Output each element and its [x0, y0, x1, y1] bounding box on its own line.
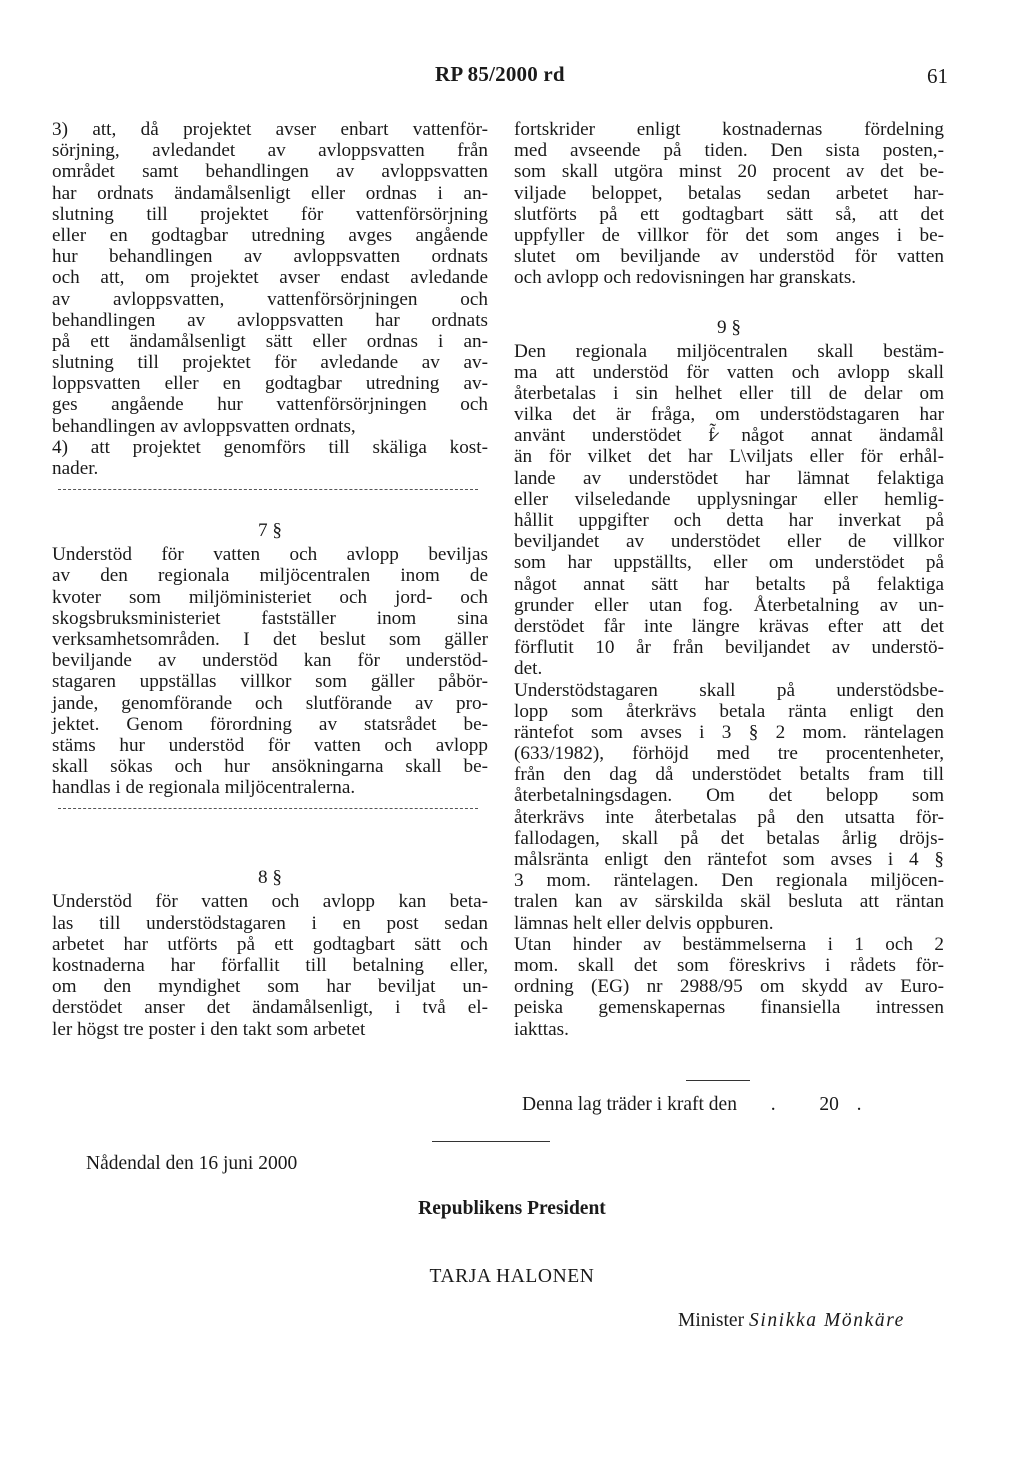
- text-line: 3) att, då projektet avser enbart vattenför-: [52, 119, 488, 140]
- text-line: (633/1982), förhöjd med tre procentenheter,: [514, 743, 944, 765]
- text-line: beviljande av understöd kan för understöd-: [52, 650, 488, 672]
- right-column: [514, 119, 944, 1040]
- text-line: Den regionala miljöcentralen skall bestäm-: [514, 340, 944, 362]
- text-line: på ett ändamålsenligt sätt eller ordnas i an-: [52, 330, 488, 352]
- page-header: [0, 62, 1024, 92]
- text-line: området samt behandlingen av avloppsvatten: [52, 161, 488, 183]
- text-line: iakttas.: [514, 1018, 569, 1040]
- text-line: stagaren uppställas villkor som gäller påbör-: [52, 671, 488, 693]
- text-line: ges angående hur vattenförsörjningen och: [52, 394, 488, 416]
- text-line: jektet. Genom förordning av statsrådet be-: [52, 713, 488, 735]
- entry-into-force-dot: .: [770, 1094, 776, 1115]
- text-line: fallodagen, skall på det betalas årlig dröjs-: [514, 827, 944, 849]
- text-line: något annat sätt har betalts på felaktiga: [514, 573, 944, 595]
- text-line: viljade beloppet, betalas sedan arbetet har-: [514, 182, 944, 204]
- text-line: stäms hur understöd för vatten och avlopp: [52, 734, 488, 756]
- text-line: återbetalas i sin helhet eller till de delar om: [514, 382, 944, 404]
- section-8-paragraph: [52, 891, 488, 1039]
- section-8-heading: 8 §: [258, 867, 282, 889]
- text-line: räntefot som avses i 3 § 2 mom. räntelagen: [514, 721, 944, 743]
- text-line: och avlopp och redovisningen har granskats.: [514, 267, 857, 289]
- text-line: vilka det är fråga, om understödstagaren har: [514, 404, 944, 426]
- text-line: sörjning, avledandet av avloppsvatten från: [52, 140, 488, 162]
- section-9-paragraph-2: [514, 680, 944, 934]
- text-line: slutet om beviljande av understöd för vatten: [514, 246, 944, 268]
- section-8-continuation: [514, 119, 944, 289]
- text-line: återkrävs inte återbetalas på den utsatta för-: [514, 806, 944, 828]
- entry-into-force-text: Denna lag träder i kraft den: [522, 1094, 737, 1115]
- text-line: beviljandet av understödet eller de villkor: [514, 531, 944, 553]
- text-line: använt understödet f̷̃ något annat ändamål: [514, 425, 944, 447]
- text-line: tralen kan av särskilda skäl besluta att räntan: [514, 891, 944, 913]
- text-line: lande av understödet har lämnat felaktiga: [514, 467, 944, 489]
- text-line: 4) att projektet genomförs till skäliga kost-: [52, 436, 488, 458]
- text-line: hur behandlingen av avloppsvatten ordnats: [52, 246, 488, 268]
- text-line: nader.: [52, 458, 99, 479]
- minister-name: Sinikka Mönkäre: [748, 1310, 905, 1331]
- text-line: Understöd för vatten och avlopp kan beta-: [52, 891, 488, 913]
- minister-signature: [678, 1310, 905, 1332]
- text-line: ma att understöd för vatten och avlopp skall: [514, 361, 944, 383]
- section-9-paragraph-1: [514, 341, 944, 680]
- entry-into-force-dot: .: [856, 1094, 862, 1115]
- text-line: målsränta enligt den räntefot som avses i 4 §: [514, 849, 944, 870]
- text-line: som skall utgöra minst 20 procent av det be-: [514, 161, 944, 183]
- text-line: peiska gemenskapernas finansiella intressen: [514, 997, 944, 1019]
- text-line: handlas i de regionala miljöcentralerna.: [52, 777, 356, 799]
- text-line: jande, genomförande och slutförande av pro-: [52, 692, 488, 714]
- text-line: ordning (EG) nr 2988/95 om skydd av Euro-: [514, 976, 944, 998]
- document-reference: RP 85/2000 rd: [435, 62, 565, 86]
- text-line: förflutit 10 år från beviljandet av understö-: [514, 637, 944, 659]
- item-3-paragraph: [52, 119, 488, 437]
- text-line: derstödet får inte längre krävas efter att det: [514, 615, 944, 637]
- text-line: behandlingen av avloppsvatten har ordnats: [52, 309, 488, 331]
- text-line: som har uppställts, eller om understödet på: [514, 552, 944, 574]
- text-line: med avseende på tiden. Den sista posten,-: [514, 140, 944, 162]
- text-line: slutning till projektet för vattenförsörjning: [52, 203, 488, 225]
- section-divider: [58, 489, 478, 492]
- text-line: skogsbruksministeriet fastställer inom sina: [52, 607, 488, 629]
- section-9-paragraph-3: [514, 934, 944, 1040]
- text-line: verksamhetsområden. I det beslut som gäller: [52, 628, 488, 650]
- text-line: grunder eller utan fog. Återbetalning av un-: [514, 594, 944, 616]
- text-line: lopp som återkrävs betala ränta enligt den: [514, 700, 944, 722]
- president-title: Republikens President: [418, 1198, 606, 1219]
- text-line: återbetalningsdagen. Om det belopp som: [514, 785, 944, 807]
- text-line: las till understödstagaren i en post sedan: [52, 912, 488, 934]
- section-7-paragraph: [52, 544, 488, 798]
- end-rule: [686, 1080, 750, 1081]
- text-line: kvoter som miljöministeriet och jord- och: [52, 586, 488, 608]
- text-line: slutförts på ett godtagbart sätt så, att det: [514, 203, 944, 225]
- text-line: slutning till projektet för avledande av av-: [52, 352, 488, 374]
- text-line: från den dag då understödet betalts fram till: [514, 764, 944, 786]
- text-line: arbetet har utförts på ett godtagbart sätt och: [52, 933, 488, 955]
- text-line: skall sökas och hur ansökningarna skall be-: [52, 756, 488, 778]
- left-column: [52, 119, 488, 1040]
- item-4-paragraph: [52, 437, 488, 479]
- entry-into-force: [522, 1094, 861, 1116]
- section-9-heading: 9 §: [717, 316, 741, 338]
- text-line: behandlingen av avloppsvatten ordnats,: [52, 415, 356, 437]
- text-line: av den regionala miljöcentralen inom de: [52, 565, 488, 587]
- text-line: än för vilket det har L\viljats eller för erhål-: [514, 446, 944, 468]
- text-line: Understöd för vatten och avlopp beviljas: [52, 544, 488, 566]
- text-line: loppsvatten eller en godtagbar utredning av-: [52, 373, 488, 395]
- text-line: Utan hinder av bestämmelserna i 1 och 2: [514, 933, 944, 955]
- section-divider: [58, 808, 478, 811]
- text-line: eller vilseledande upplysningar eller hemlig-: [514, 488, 944, 510]
- minister-label: Minister: [678, 1310, 745, 1331]
- page-number: 61: [927, 64, 948, 88]
- president-name: TARJA HALONEN: [429, 1266, 595, 1287]
- text-line: har ordnats ändamålsenligt eller ordnas i an-: [52, 182, 488, 204]
- text-line: fortskrider enligt kostnadernas fördelning: [514, 119, 944, 140]
- section-7-heading: 7 §: [258, 520, 282, 542]
- text-line: och att, om projektet avser endast avledande: [52, 267, 488, 289]
- signature-rule: [432, 1141, 550, 1142]
- text-line: hållit uppgifter och detta har inverkat på: [514, 510, 944, 531]
- text-line: av avloppsvatten, vattenförsörjningen och: [52, 288, 488, 310]
- text-line: kostnaderna har förfallit till betalning eller,: [52, 955, 488, 976]
- text-line: det.: [514, 658, 543, 680]
- text-line: eller en godtagbar utredning avges angående: [52, 224, 488, 246]
- text-line: mom. skall det som föreskrivs i rådets för-: [514, 954, 944, 976]
- entry-into-force-year: 20: [819, 1094, 839, 1115]
- place-and-date: Nådendal den 16 juni 2000: [86, 1153, 298, 1174]
- text-line: ler högst tre poster i den takt som arbetet: [52, 1018, 366, 1040]
- text-line: uppfyller de villkor för det som anges i be-: [514, 224, 944, 246]
- text-line: om den myndighet som har beviljat un-: [52, 976, 488, 998]
- text-line: lämnas helt eller delvis oppburen.: [514, 912, 774, 934]
- text-line: 3 mom. räntelagen. Den regionala miljöcen-: [514, 870, 944, 892]
- text-line: Understödstagaren skall på understödsbe-: [514, 679, 944, 701]
- text-line: derstödet anser det ändamålsenligt, i två el-: [52, 997, 488, 1019]
